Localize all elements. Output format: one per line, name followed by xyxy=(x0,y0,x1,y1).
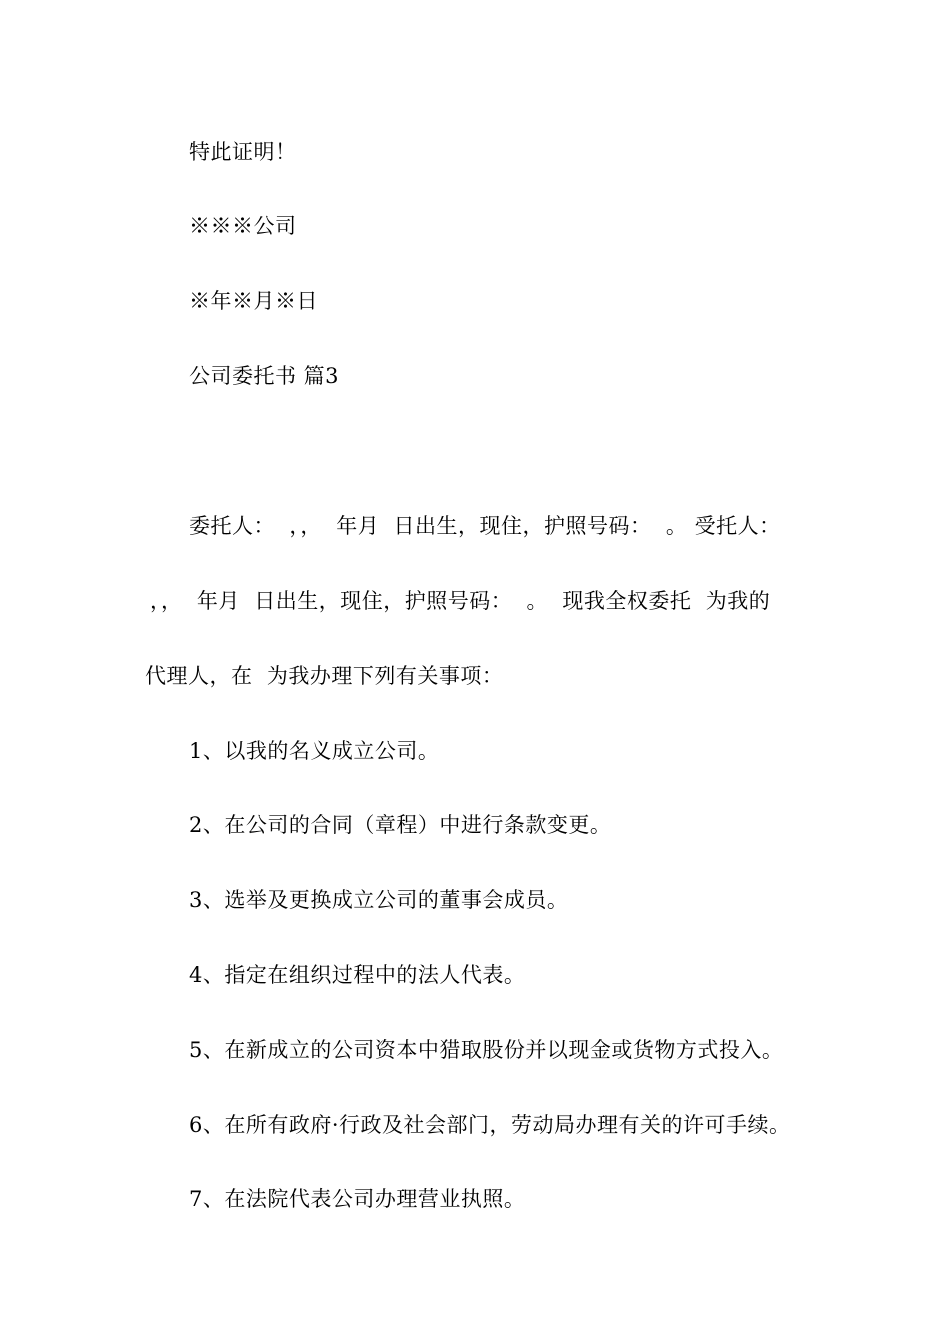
closing-statement: 特此证明！ xyxy=(189,140,297,164)
section-title: 公司委托书 篇3 xyxy=(189,364,340,388)
list-item: 5、在新成立的公司资本中猎取股份并以现金或货物方式投入。 xyxy=(189,1038,784,1062)
list-item: 6、在所有政府·行政及社会部门，劳动局办理有关的许可手续。 xyxy=(189,1113,791,1137)
list-item: 4、指定在组织过程中的法人代表。 xyxy=(189,963,526,987)
intro-paragraph-line-1: 委托人： ，， 年月 日出生，现住，护照号码： 。 受托人： xyxy=(189,514,781,538)
intro-paragraph-line-2: ，， 年月 日出生，现住，护照号码： 。 现我全权委托 为我的 xyxy=(150,589,771,613)
list-item: 2、在公司的合同（章程）中进行条款变更。 xyxy=(189,813,612,837)
list-item: 3、选举及更换成立公司的董事会成员。 xyxy=(189,888,569,912)
list-item: 1、以我的名义成立公司。 xyxy=(189,739,440,763)
intro-paragraph-line-3: 代理人，在 为我办理下列有关事项： xyxy=(145,664,504,688)
list-item: 7、在法院代表公司办理营业执照。 xyxy=(189,1187,526,1211)
document-date: ※年※月※日 xyxy=(189,289,318,313)
company-name: ※※※公司 xyxy=(189,214,297,238)
